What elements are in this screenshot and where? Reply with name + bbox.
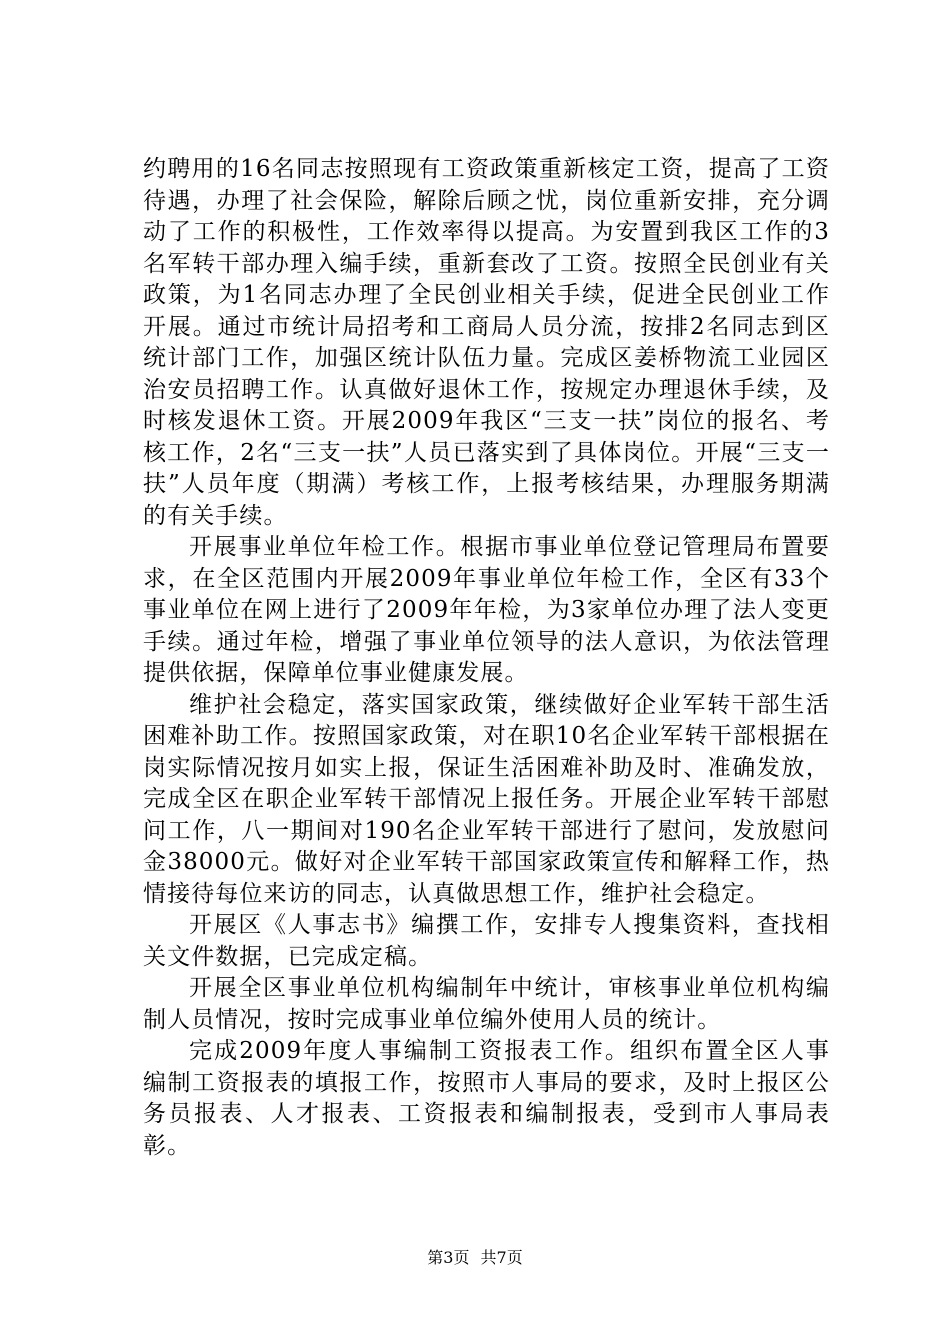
paragraph-3: 维护社会稳定，落实国家政策，继续做好企业军转干部生活困难补助工作。按照国家政策，对在职10名企业军转干部根据在岗实际情况按月如实上报，保证生活困难补助及时、准确发放，完成全区在职企业军转干部情况上报任务。开展企业军转干部慰问工作，八一期间对190名企业军转干部进行了慰问，发放慰问金38000元。做好对企业军转干部国家政策宣传和解释工作，热情接待每位来访的同志，认真做思想工作，维护社会稳定。 (143, 691, 830, 907)
paragraph-1: 约聘用的16名同志按照现有工资政策重新核定工资，提高了工资待遇，办理了社会保险，解除后顾之忧，岗位重新安排，充分调动了工作的积极性，工作效率得以提高。为安置到我区工作的3名军转干部办理入编手续，重新套改了工资。按照全民创业有关政策，为1名同志办理了全民创业相关手续，促进全民创业工作开展。通过市统计局招考和工商局人员分流，按排2名同志到区统计部门工作，加强区统计队伍力量。完成区姜桥物流工业园区治安员招聘工作。认真做好退休工作，按规定办理退休手续，及时核发退休工资。开展2009年我区“三支一扶”岗位的报名、考核工作，2名“三支一扶”人员已落实到了具体岗位。开展“三支一扶”人员年度（期满）考核工作，上报考核结果，办理服务期满的有关手续。 (143, 156, 830, 529)
paragraph-6: 完成2009年度人事编制工资报表工作。组织布置全区人事编制工资报表的填报工作，按照市人事局的要求，及时上报区公务员报表、人才报表、工资报表和编制报表，受到市人事局表彰。 (143, 1038, 830, 1159)
page-footer (0, 1245, 950, 1268)
page-total: 共7页 (480, 1248, 523, 1267)
paragraph-2: 开展事业单位年检工作。根据市事业单位登记管理局布置要求，在全区范围内开展2009年事业单位年检工作，全区有33个事业单位在网上进行了2009年年检，为3家单位办理了法人变更手续。通过年检，增强了事业单位领导的法人意识，为依法管理提供依据，保障单位事业健康发展。 (143, 534, 830, 686)
paragraph-5: 开展全区事业单位机构编制年中统计，审核事业单位机构编制人员情况，按时完成事业单位编外使用人员的统计。 (143, 975, 830, 1033)
document-body (143, 154, 830, 1162)
page-number: 第3页 (427, 1248, 470, 1267)
paragraph-4: 开展区《人事志书》编撰工作，安排专人搜集资料，查找相关文件数据，已完成定稿。 (143, 912, 830, 970)
